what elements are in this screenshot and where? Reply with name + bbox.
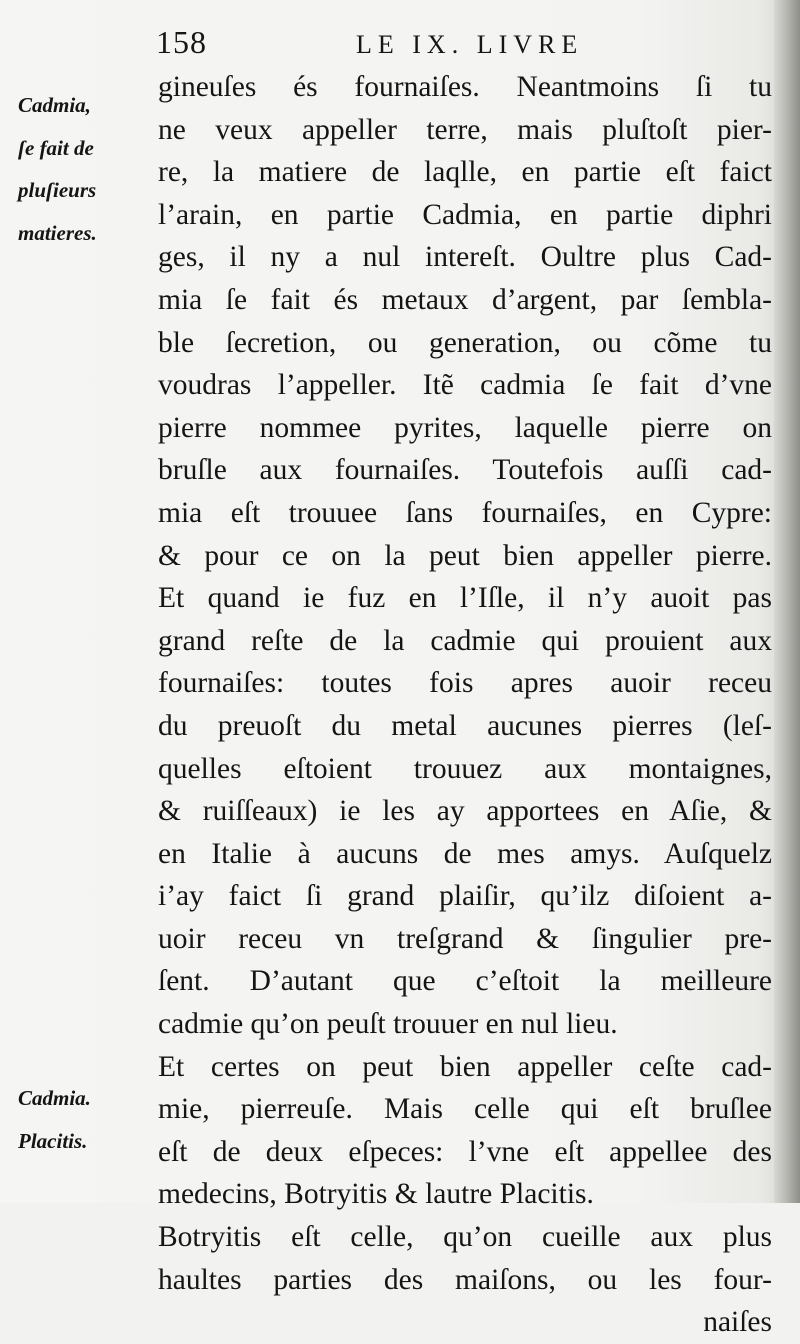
page-header bbox=[156, 24, 626, 64]
facing-page-edge bbox=[774, 0, 800, 1203]
text-line: pierre nommee pyrites, laquelle pierre on bbox=[158, 411, 772, 444]
text-line: mia ſe fait és metaux d’argent, par ſembla- bbox=[158, 283, 772, 316]
text-line: ne veux appeller terre, mais pluſtoſt pier- bbox=[158, 113, 772, 146]
margin-note: ſe fait de bbox=[18, 135, 94, 160]
text-line: ble ſecretion, ou generation, ou cõme tu bbox=[158, 326, 772, 359]
text-line: cadmie qu’on peuſt trouuer en nul lieu. bbox=[158, 1008, 618, 1041]
text-line: re, la matiere de laqlle, en partie eſt faict bbox=[158, 156, 772, 189]
text-line: ſent. D’autant que c’eſtoit la meilleure bbox=[158, 965, 772, 998]
text-line: l’arain, en partie Cadmia, en partie diphri bbox=[158, 198, 772, 231]
margin-note: Placitis. bbox=[18, 1128, 88, 1153]
text-line: voudras l’appeller. Itẽ cadmia ſe fait d’vne bbox=[158, 369, 772, 402]
text-line: quelles eſtoient trouuez aux montaignes, bbox=[158, 752, 772, 785]
catchword: naiſes bbox=[703, 1306, 772, 1339]
text-line: gineuſes és fournaiſes. Neantmoins ſi tu bbox=[158, 71, 772, 103]
margin-notes-bottom bbox=[18, 1077, 156, 1162]
text-line: mia eſt trouuee ſans fournaiſes, en Cypre: bbox=[158, 496, 772, 529]
text-line: grand reſte de la cadmie qui prouient aux bbox=[158, 624, 772, 657]
text-line: Et quand ie fuz en l’Iſle, il n’y auoit pas bbox=[158, 582, 772, 615]
text-line: Botryitis eſt celle, qu’on cueille aux plus bbox=[158, 1221, 772, 1254]
text-line: en Italie à aucuns de mes amys. Auſquelz bbox=[158, 837, 772, 870]
body-text bbox=[158, 66, 772, 1344]
text-line: ges, il ny a nul intereſt. Oultre plus Cad- bbox=[158, 241, 772, 274]
margin-note: Cadmia. bbox=[18, 1086, 91, 1110]
text-line: mie, pierreuſe. Mais celle qui eſt bruſlee bbox=[158, 1093, 772, 1126]
text-line: & ruiſſeaux) ie les ay apportees en Aſie, & bbox=[158, 795, 772, 828]
text-line: eſt de deux eſpeces: l’vne eſt appellee des bbox=[158, 1135, 772, 1168]
margin-note: matieres. bbox=[18, 220, 97, 245]
text-line: i’ay faict ſi grand plaiſir, qu’ilz diſoient a- bbox=[158, 880, 772, 913]
text-line: medecins, Botryitis & lautre Placitis. bbox=[158, 1178, 594, 1211]
text-line: uoir receu vn treſgrand & ſingulier pre- bbox=[158, 922, 772, 955]
text-line: haultes parties des maiſons, ou les four- bbox=[158, 1263, 772, 1296]
margin-note: Cadmia, bbox=[18, 93, 91, 117]
margin-notes-top bbox=[18, 84, 156, 254]
text-line: Et certes on peut bien appeller ceſte cad- bbox=[158, 1050, 772, 1083]
text-line: bruſle aux fournaiſes. Toutefois auſſi cad- bbox=[158, 454, 772, 487]
text-line: fournaiſes: toutes fois apres auoir receu bbox=[158, 667, 772, 700]
margin-note: pluſieurs bbox=[18, 178, 97, 203]
text-line: & pour ce on la peut bien appeller pierre. bbox=[158, 539, 772, 572]
text-line: du preuoſt du metal aucunes pierres (leſ- bbox=[158, 709, 772, 742]
page-number: 158 bbox=[156, 24, 207, 60]
running-head: LE IX. LIVRE bbox=[356, 30, 584, 59]
